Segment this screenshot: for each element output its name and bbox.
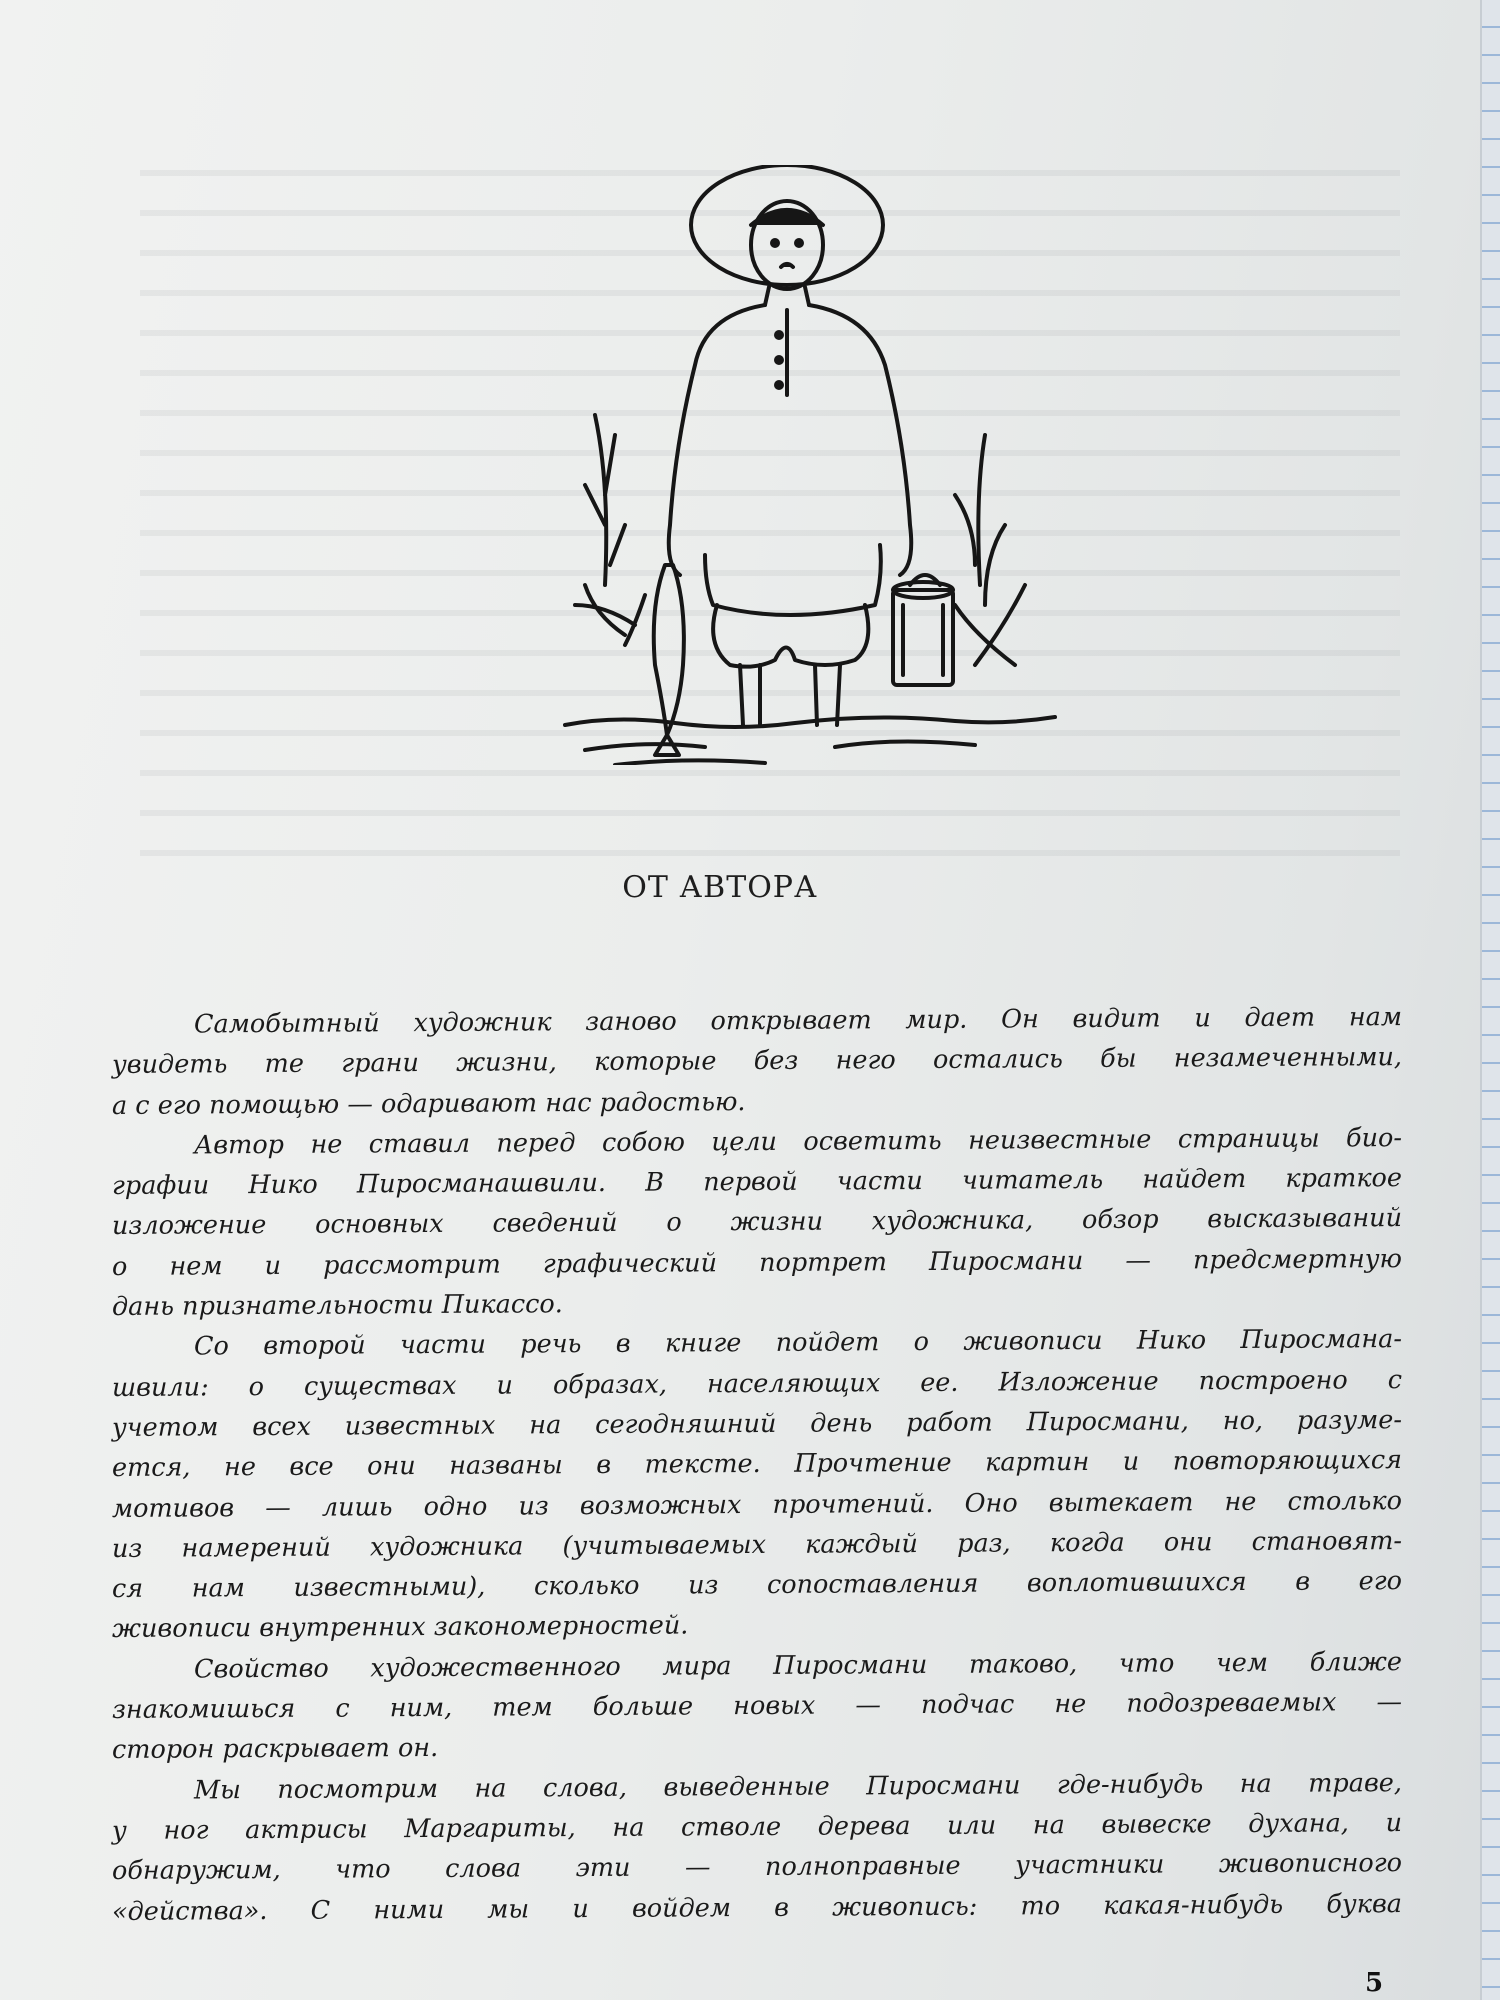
page-number: 5: [1365, 1968, 1384, 1998]
text-line: увидеть те грани жизни, которые без него остались бы незамеченными,: [112, 1042, 1402, 1081]
body-text: [112, 1001, 1402, 1928]
text-line: из намерений художника (учитываемых каждый раз, когда они становят-: [112, 1525, 1402, 1564]
text-line: о нем и рассмотрит графический портрет Пиросмани — предсмертную: [112, 1243, 1402, 1282]
text-line: «действа». С ними мы и войдем в живопись: то какая-нибудь буква: [112, 1888, 1402, 1927]
text-line: обнаружим, что слова эти — полноправные участники живописного: [112, 1848, 1402, 1887]
text-line: Со второй части речь в книге пойдет о живописи Нико Пиросмана-: [194, 1324, 1402, 1362]
text-line: мотивов — лишь одно из возможных прочтений. Оно вытекает не столько: [112, 1485, 1402, 1524]
text-line: живописи внутренних закономерностей.: [112, 1610, 689, 1645]
section-title: ОТ АВТОРА: [622, 870, 818, 905]
text-line: ся нам известными), сколько из сопоставления воплотившихся в его: [112, 1566, 1402, 1605]
text-line: швили: о существах и образах, населяющих ее. Изложение построено с: [112, 1364, 1402, 1403]
text-line: графии Нико Пиросманашвили. В первой части читатель найдет краткое: [112, 1163, 1402, 1202]
text-line: изложение основных сведений о жизни художника, обзор высказываний: [112, 1203, 1402, 1242]
text-line: Свойство художественного мира Пиросмани таково, что чем ближе: [194, 1646, 1402, 1685]
text-line: Автор не ставил перед собою цели осветить неизвестные страницы био-: [194, 1122, 1402, 1161]
text-line: Самобытный художник заново открывает мир. Он видит и дает нам: [194, 1002, 1402, 1040]
text-line: у ног актрисы Маргариты, на стволе дерева или на вывеске духана, и: [112, 1807, 1402, 1846]
text-line: учетом всех известных на сегодняшний день работ Пиросмани, но, разуме-: [112, 1405, 1402, 1443]
text-line: знакомишься с ним, тем больше новых — подчас не подозреваемых —: [112, 1687, 1402, 1725]
man-in-hat-holding-fish-and-bucket-drawing: [555, 165, 1075, 765]
text-line: а с его помощью — одаривают нас радостью.: [112, 1086, 746, 1121]
text-line: ется, не все они названы в тексте. Прочтение картин и повторяющихся: [112, 1445, 1402, 1484]
notebook-edge: [1480, 0, 1500, 2000]
text-line: Мы посмотрим на слова, выведенные Пиросмани где-нибудь на траве,: [194, 1767, 1402, 1806]
text-line: дань признательности Пикассо.: [112, 1289, 563, 1323]
text-line: сторон раскрывает он.: [112, 1733, 439, 1766]
